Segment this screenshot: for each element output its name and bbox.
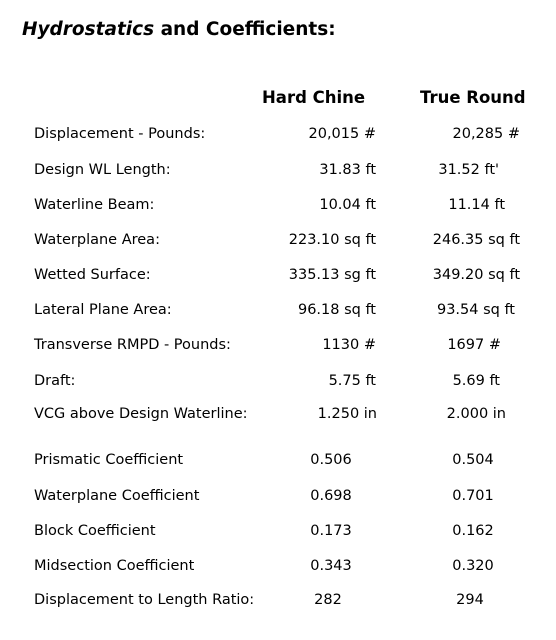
page-title xyxy=(22,19,336,40)
table-row xyxy=(0,523,556,545)
hard-chine-value: 5.75 ft xyxy=(328,373,376,389)
row-label: Waterplane Area: xyxy=(34,232,160,248)
table-row xyxy=(0,126,556,148)
row-label: Wetted Surface: xyxy=(34,267,151,283)
row-label: Waterline Beam: xyxy=(34,197,155,213)
table-row xyxy=(0,337,556,359)
row-label: Design WL Length: xyxy=(34,162,171,178)
table-row xyxy=(0,488,556,510)
hard-chine-value: 223.10 sq ft xyxy=(288,232,376,248)
true-round-value: 0.162 xyxy=(452,523,494,539)
true-round-value: 2.000 in xyxy=(446,406,506,422)
hard-chine-value: 0.343 xyxy=(310,558,352,574)
table-row xyxy=(0,452,556,474)
hard-chine-value: 0.506 xyxy=(310,452,352,468)
hard-chine-value: 1.250 in xyxy=(317,406,377,422)
row-label: Waterplane Coefficient xyxy=(34,488,200,504)
table-row xyxy=(0,373,556,395)
hard-chine-value: 1130 # xyxy=(322,337,376,353)
row-label: Block Coefficient xyxy=(34,523,156,539)
hard-chine-value: 335.13 sg ft xyxy=(288,267,376,283)
page-title-rest: and Coefficients: xyxy=(154,19,336,40)
hard-chine-value: 31.83 ft xyxy=(319,162,376,178)
row-label: Prismatic Coefficient xyxy=(34,452,184,468)
table-row xyxy=(0,302,556,324)
table-row xyxy=(0,232,556,254)
true-round-value: 246.35 sq ft xyxy=(432,232,520,248)
true-round-value: 1697 # xyxy=(447,337,501,353)
true-round-value: 349.20 sq ft xyxy=(432,267,520,283)
row-label: Midsection Coefficient xyxy=(34,558,195,574)
row-label: Lateral Plane Area: xyxy=(34,302,172,318)
true-round-value: 0.504 xyxy=(452,452,494,468)
hard-chine-value: 0.698 xyxy=(310,488,352,504)
table-row xyxy=(0,267,556,289)
row-label: Displacement - Pounds: xyxy=(34,126,206,142)
true-round-value: 93.54 sq ft xyxy=(436,302,515,318)
true-round-value: 294 xyxy=(456,592,484,608)
table-row xyxy=(0,197,556,219)
true-round-value: 20,285 # xyxy=(452,126,520,142)
hard-chine-value: 96.18 sq ft xyxy=(297,302,376,318)
table-row xyxy=(0,558,556,580)
true-round-value: 11.14 ft xyxy=(448,197,505,213)
true-round-value: 0.320 xyxy=(452,558,494,574)
hard-chine-value: 10.04 ft xyxy=(319,197,376,213)
row-label: Displacement to Length Ratio: xyxy=(34,592,255,608)
column-header-hard-chine: Hard Chine xyxy=(262,88,366,107)
hard-chine-value: 20,015 # xyxy=(308,126,376,142)
hard-chine-value: 282 xyxy=(314,592,342,608)
row-label: Draft: xyxy=(34,373,76,389)
page-title-italic: Hydrostatics xyxy=(22,19,155,40)
row-label: VCG above Design Waterline: xyxy=(34,406,248,422)
true-round-value: 5.69 ft xyxy=(452,373,500,389)
true-round-value: 0.701 xyxy=(452,488,494,504)
true-round-value: 31.52 ft' xyxy=(438,162,499,178)
hard-chine-value: 0.173 xyxy=(310,523,352,539)
column-header-true-round: True Round xyxy=(420,88,526,107)
table-row xyxy=(0,592,556,614)
table-row xyxy=(0,162,556,184)
row-label: Transverse RMPD - Pounds: xyxy=(34,337,231,353)
table-row xyxy=(0,406,556,428)
